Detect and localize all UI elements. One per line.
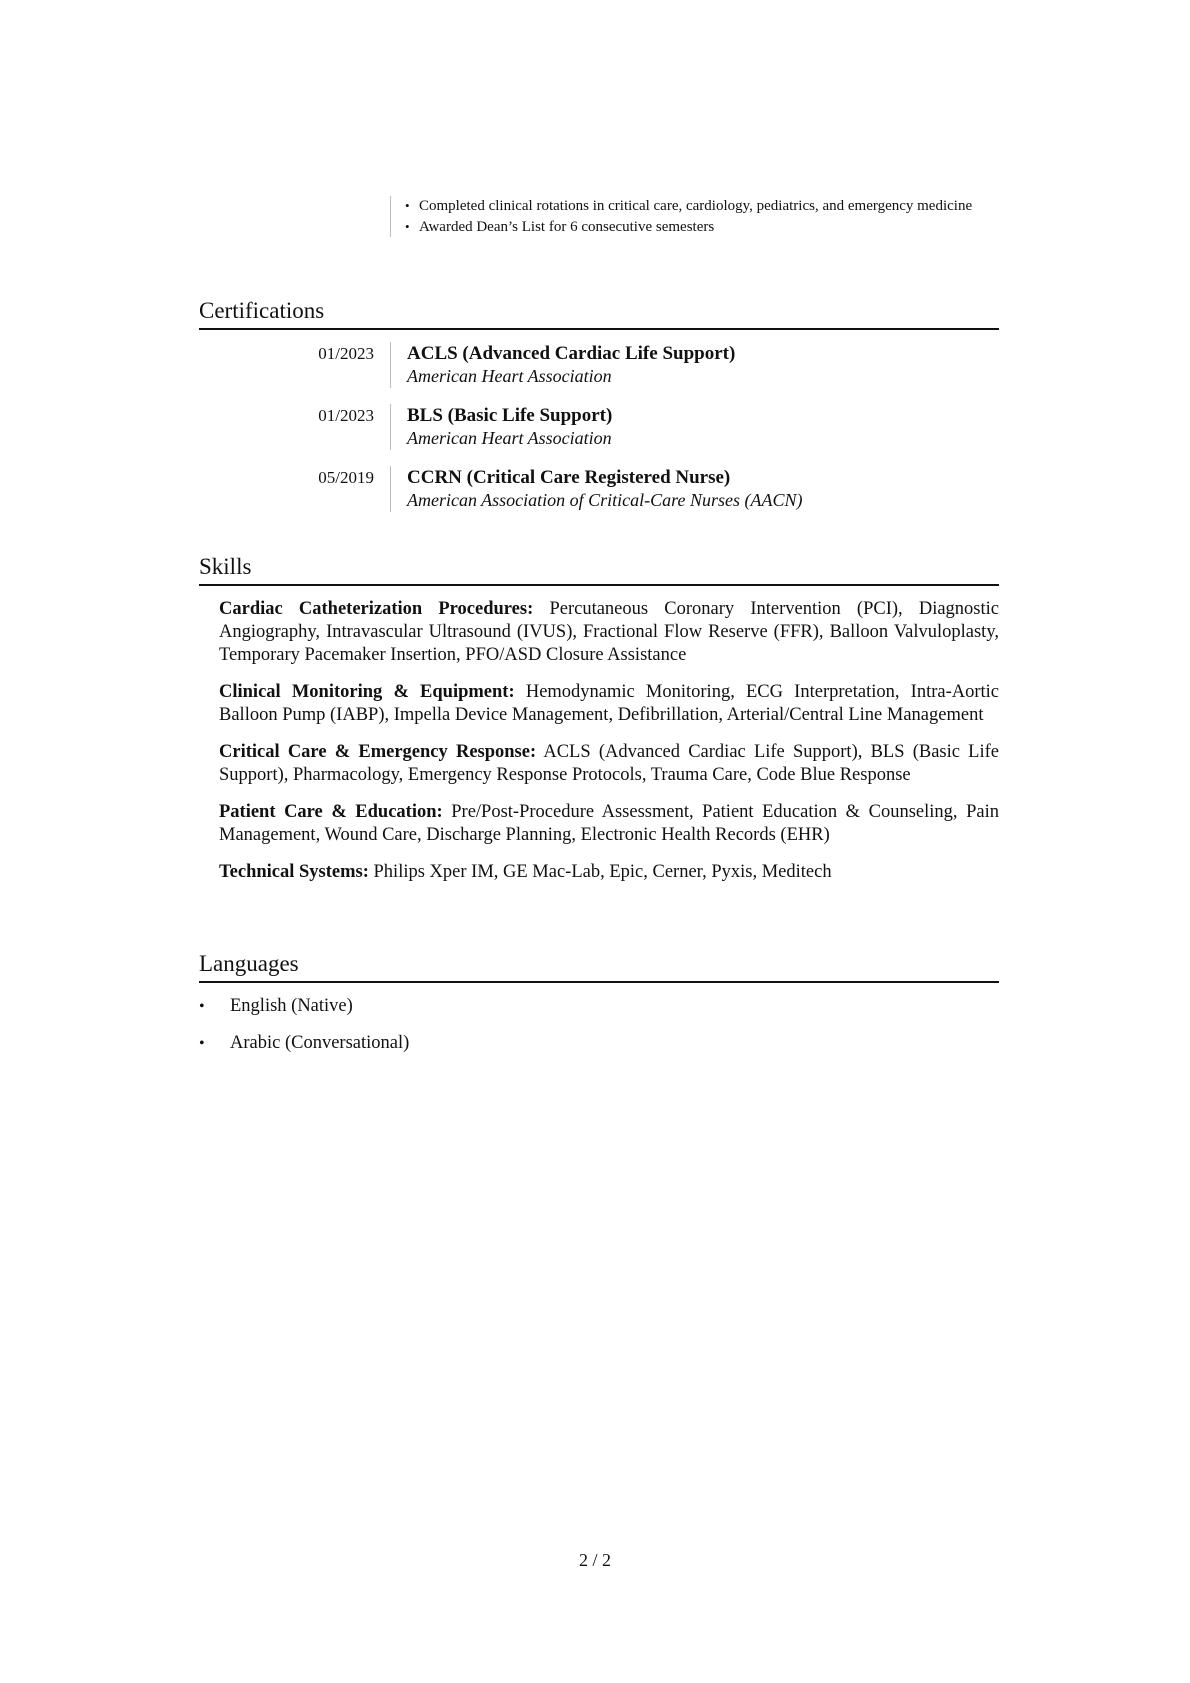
skill-text: Percutaneous Coronary Intervention (PCI), Diagnostic Angiography, Intravascular Ultrasound (IVUS), Fractional Flow Reserve (FFR), Balloon Valvuloplasty, Temporary Pacemaker Insertion, PFO/ASD Closure Assistance <box>219 599 999 665</box>
section-title: Languages <box>199 950 999 983</box>
certification-entry <box>199 466 999 528</box>
certification-entry <box>199 342 999 404</box>
certification-org: American Heart Association <box>407 428 612 448</box>
certification-date: 05/2019 <box>318 468 374 487</box>
section-title: Certifications <box>199 297 999 330</box>
skill-text: Philips Xper IM, GE Mac-Lab, Epic, Cerner, Pyxis, Meditech <box>373 862 832 882</box>
skill-category: Cardiac Catheterization Procedures: <box>219 599 534 619</box>
certification-body <box>390 342 735 388</box>
certification-name: BLS (Basic Life Support) <box>407 405 613 426</box>
languages-list <box>199 995 999 1055</box>
certification-org: American Association of Critical-Care Nurses (AACN) <box>407 490 803 510</box>
skill-text: Pre/Post-Procedure Assessment, Patient Education & Counseling, Pain Management, Wound Care, Discharge Planning, Electronic Health Records (EHR) <box>219 802 999 845</box>
section-title: Skills <box>199 553 999 586</box>
skill-entry <box>219 801 999 847</box>
list-item: • English (Native) <box>199 995 999 1018</box>
skill-category: Critical Care & Emergency Response: <box>219 742 537 762</box>
certification-name: ACLS (Advanced Cardiac Life Support) <box>407 343 736 364</box>
certifications-section <box>199 297 999 528</box>
languages-section <box>199 950 999 1069</box>
page-number: 2 / 2 <box>578 1550 611 1570</box>
skill-text: Hemodynamic Monitoring, ECG Interpretation, Intra-Aortic Balloon Pump (IABP), Impella Device Management, Defibrillation, Arterial/Central Line Management <box>219 682 1000 725</box>
skill-entry <box>219 681 999 727</box>
list-item: • Arabic (Conversational) <box>199 1032 999 1055</box>
education-bullet-list <box>405 196 1005 237</box>
list-item: • Awarded Dean’s List for 6 consecutive semesters <box>405 217 1005 238</box>
list-item: • Completed clinical rotations in critical care, cardiology, pediatrics, and emergency medicine <box>405 196 1005 217</box>
certification-date: 01/2023 <box>318 344 374 363</box>
skill-text: ACLS (Advanced Cardiac Life Support), BLS (Basic Life Support), Pharmacology, Emergency Response Protocols, Trauma Care, Code Blue Response <box>219 742 999 785</box>
skill-category: Technical Systems: <box>219 862 369 882</box>
skill-entry <box>219 861 999 884</box>
skills-section <box>199 553 999 898</box>
certification-org: American Heart Association <box>407 366 612 386</box>
certification-date: 01/2023 <box>318 406 374 425</box>
skill-entry <box>219 598 999 667</box>
skill-category: Patient Care & Education: <box>219 802 443 822</box>
education-continuation <box>390 196 1005 237</box>
certification-body <box>390 466 802 512</box>
certification-entry <box>199 404 999 466</box>
certification-body <box>390 404 612 450</box>
skill-category: Clinical Monitoring & Equipment: <box>219 682 515 702</box>
certification-name: CCRN (Critical Care Registered Nurse) <box>407 467 731 488</box>
skill-entry <box>219 741 999 787</box>
